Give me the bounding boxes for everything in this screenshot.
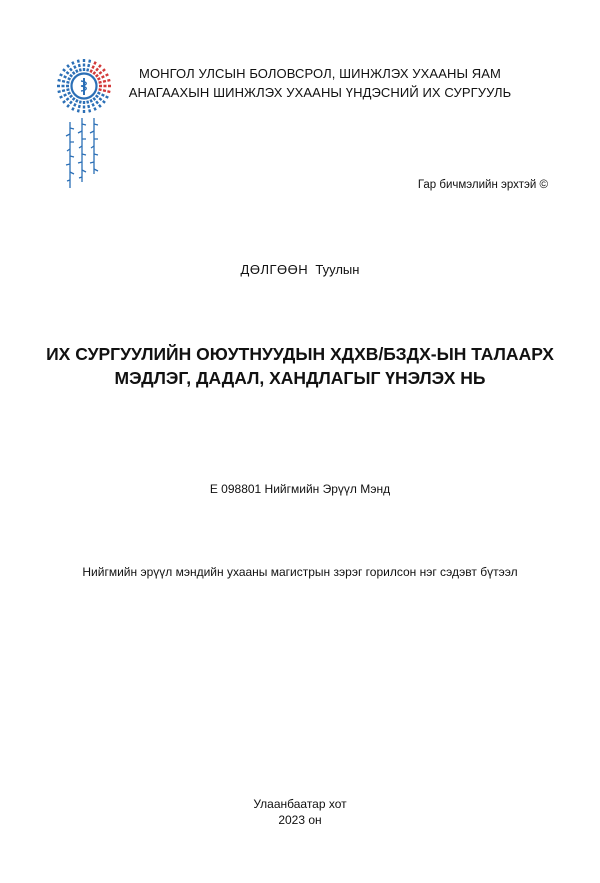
- emblem-ray: [72, 62, 77, 73]
- author-surname: ДӨЛГӨӨН: [240, 262, 309, 277]
- footer-year: 2023 он: [278, 813, 322, 827]
- emblem-ray: [87, 101, 90, 113]
- emblem-ray: [78, 101, 81, 113]
- author-name: [0, 262, 600, 277]
- emblem-ray: [99, 80, 111, 83]
- emblem-ray: [98, 74, 109, 79]
- emblem-ray: [72, 100, 77, 111]
- specialty-code: Е 098801 Нийгмийн Эрүүл Мэнд: [209, 482, 391, 496]
- emblem-ray: [98, 93, 109, 98]
- university-name: АНАГААХЫН ШИНЖЛЭХ УХААНЫ ҮНДЭСНИЙ ИХ СУРГУУЛЬ: [128, 85, 512, 100]
- emblem-ray: [87, 60, 90, 72]
- place-and-year: [0, 796, 600, 828]
- thesis-title: [20, 342, 580, 390]
- emblem-ray: [60, 93, 71, 98]
- thesis-title-line: ИХ СУРГУУЛИЙН ОЮУТНУУДЫН ХДХВ/БЗДХ-ЫН ТАЛААРХ: [46, 344, 554, 364]
- copyright-notice: Гар бичмэлийн эрхтэй ©: [417, 179, 548, 191]
- emblem-svg: [54, 56, 114, 196]
- author-given-name: Туулын: [315, 262, 360, 277]
- emblem-ray: [91, 62, 96, 73]
- ministry-name: МОНГОЛ УЛСЫН БОЛОВСРОЛ, ШИНЖЛЭХ УХААНЫ ЯАМ: [139, 66, 501, 81]
- emblem-ray: [78, 60, 81, 72]
- emblem-ray: [58, 80, 70, 83]
- thesis-title-line: МЭДЛЭГ, ДАДАЛ, ХАНДЛАГЫГ ҮНЭЛЭХ НЬ: [114, 368, 486, 388]
- emblem-ray: [58, 89, 70, 92]
- university-logo-icon: [54, 56, 114, 196]
- emblem-ray: [91, 100, 96, 111]
- emblem-sunburst-icon: [57, 59, 111, 113]
- emblem-ray: [60, 74, 71, 79]
- degree-statement: Нийгмийн эрүүл мэндийн ухааны магистрын зэрэг горилсон нэг сэдэвт бүтээл: [82, 565, 518, 579]
- footer-city: Улаанбаатар хот: [253, 797, 347, 811]
- emblem-ray: [99, 89, 111, 92]
- mongol-script-caption-icon: [66, 118, 98, 188]
- institution-header: [120, 64, 520, 102]
